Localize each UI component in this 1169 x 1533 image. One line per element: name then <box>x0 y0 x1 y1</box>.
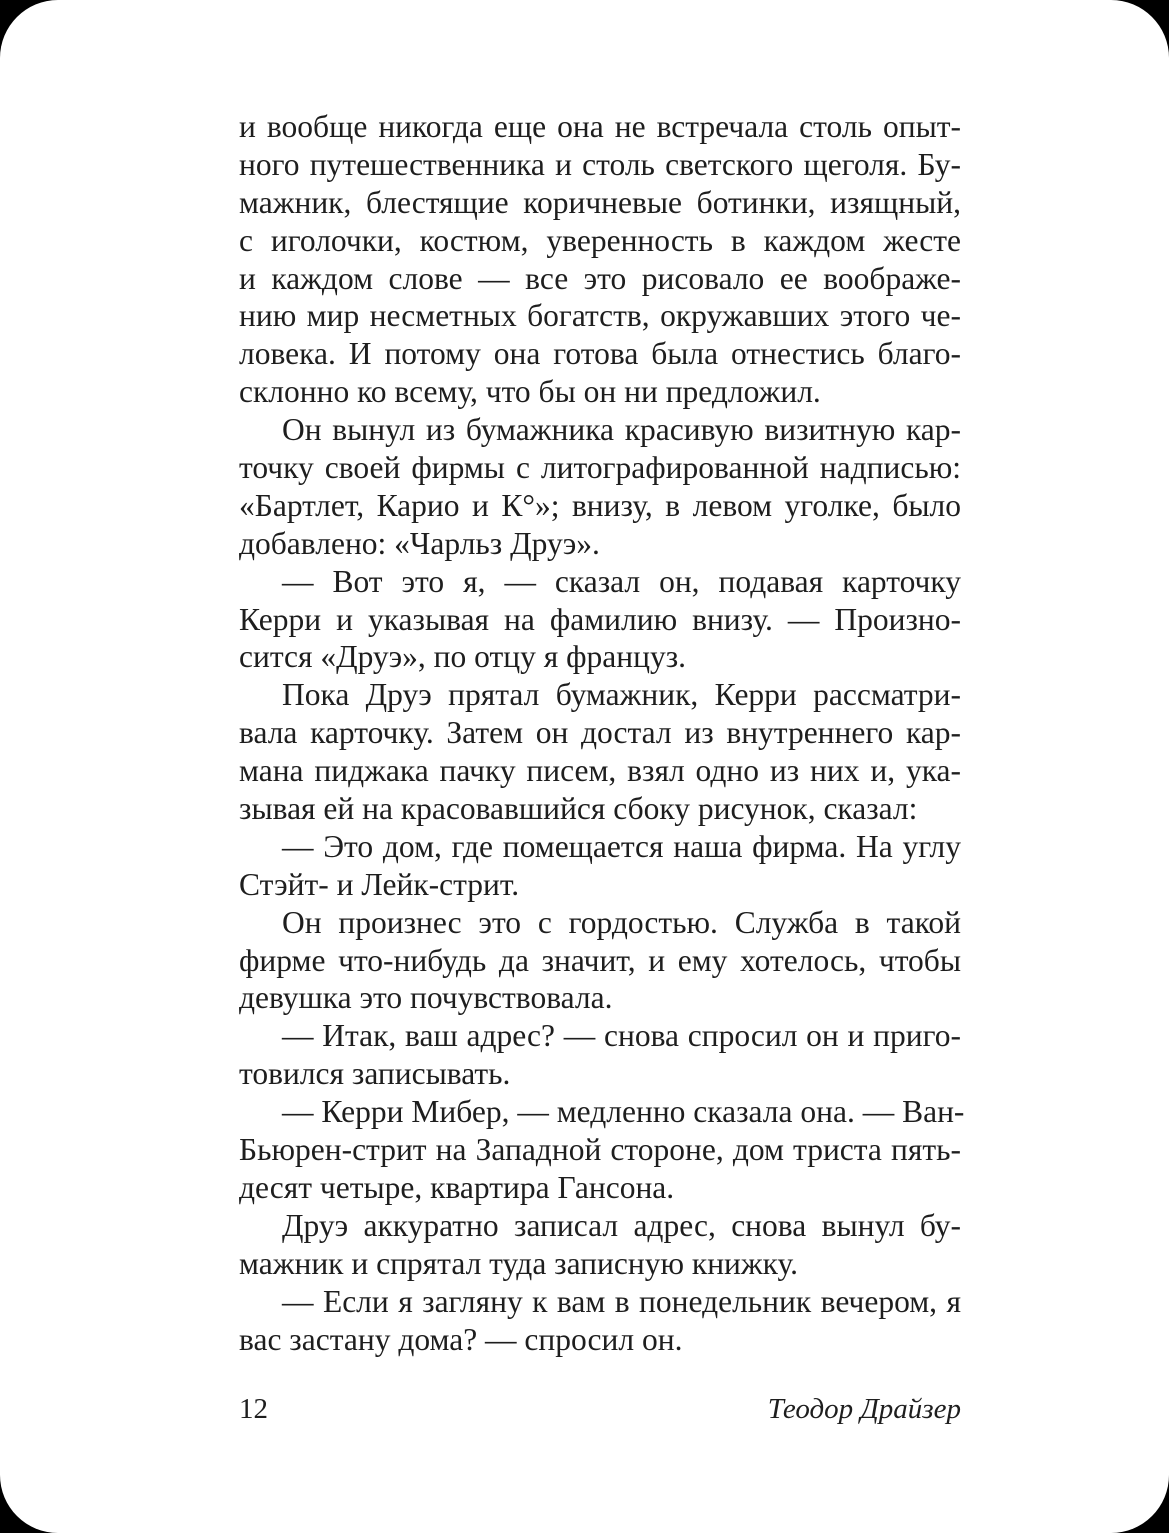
text-line: мажник и спрятал туда записную книжку. <box>239 1245 799 1281</box>
text-line: Пока Друэ прятал бумажник, Керри рассматри- <box>282 677 961 713</box>
text-line: десят четыре, квартира Гансона. <box>239 1169 675 1205</box>
text-line: сится «Друэ», по отцу я француз. <box>239 639 687 675</box>
text-line: и каждом слове — все это рисовало ее воображе- <box>239 260 961 296</box>
text-line: Он произнес это с гордостью. Служба в такой <box>282 904 961 940</box>
text-line: точку своей фирмы с литографированной надписью: <box>239 450 961 486</box>
text-line: — Вот это я, — сказал он, подавая карточку <box>282 563 961 599</box>
text-line: — Если я загляну к вам в понедельник вечером, я <box>282 1283 961 1319</box>
text-line: нию мир несметных богатств, окружавших этого че- <box>239 298 961 334</box>
page-footer <box>239 1393 961 1433</box>
text-line: «Бартлет, Карио и К°»; внизу, в левом уголке, было <box>239 487 961 523</box>
text-line: с иголочки, костюм, уверенность в каждом жесте <box>239 222 961 258</box>
text-line: Стэйт- и Лейк-стрит. <box>239 866 520 902</box>
text-line: вас застану дома? — спросил он. <box>239 1321 683 1357</box>
text-line: Керри и указывая на фамилию внизу. — Произно- <box>239 601 961 637</box>
text-line: вала карточку. Затем он достал из внутреннего кар- <box>239 715 961 751</box>
text-line: добавлено: «Чарльз Друэ». <box>239 525 600 561</box>
text-line: Он вынул из бумажника красивую визитную кар- <box>282 412 961 448</box>
text-line: ного путешественника и столь светского щеголя. Бу- <box>239 146 961 182</box>
text-line: склонно ко всему, что бы он ни предложил. <box>239 374 821 410</box>
page-number: 12 <box>239 1393 268 1425</box>
text-line: товился записывать. <box>239 1056 511 1092</box>
text-line: мажник, блестящие коричневые ботинки, изящный, <box>239 184 961 220</box>
text-line: Бьюрен-стрит на Западной стороне, дом триста пять- <box>239 1132 961 1168</box>
running-title: Теодор Драйзер <box>767 1393 961 1425</box>
body-text <box>239 108 965 1358</box>
text-line: Друэ аккуратно записал адрес, снова вынул бу- <box>282 1207 961 1243</box>
text-line: фирме что-нибудь да значит, и ему хотелось, чтобы <box>239 942 961 978</box>
text-line: мана пиджака пачку писем, взял одно из них и, ука- <box>239 753 961 789</box>
text-line: девушка это почувствовала. <box>239 980 613 1016</box>
text-line: и вообще никогда еще она не встречала столь опыт- <box>239 109 961 144</box>
text-line: — Итак, ваш адрес? — снова спросил он и приго- <box>282 1018 961 1054</box>
text-line: — Керри Мибер, — медленно сказала она. — Ван- <box>282 1094 965 1130</box>
text-line: ловека. И потому она готова была отнестись благо- <box>239 336 961 372</box>
text-line: — Это дом, где помещается наша фирма. На углу <box>282 828 961 864</box>
text-line: зывая ей на красовавшийся сбоку рисунок, сказал: <box>239 791 918 827</box>
